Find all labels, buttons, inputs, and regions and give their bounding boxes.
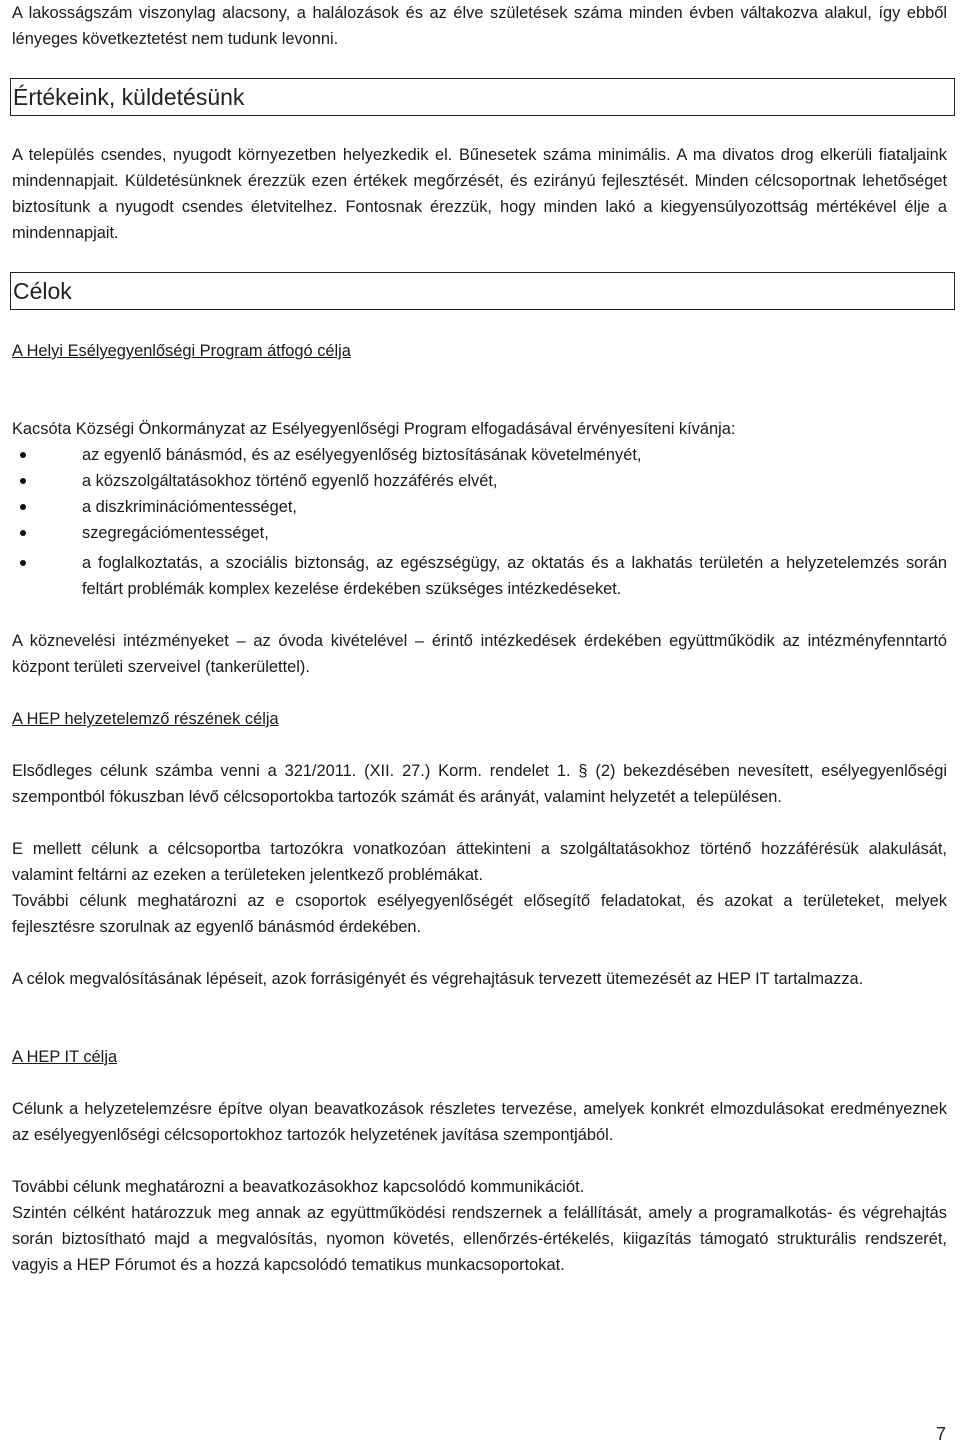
hep-it-paragraph-1: Célunk a helyzetelemzésre építve olyan beavatkozások részletes tervezése, amelyek konkrét elmozdulásokat eredményeznek az esélyegyenlőségi célcsoportokhoz tartozók helyzetének javítása szempontjából.	[12, 1100, 947, 1144]
hep-it-subheading: A HEP IT célja	[12, 1048, 118, 1066]
goals-heading-box	[10, 272, 955, 310]
bullet-icon	[20, 560, 26, 566]
hep-it-paragraph-2: További célunk meghatározni a beavatkozásokhoz kapcsolódó kommunikációt.	[12, 1178, 585, 1196]
values-paragraph: A település csendes, nyugodt környezetben helyezkedik el. Bűnesetek száma minimális. A ma divatos drog elkerüli fiataljaink mindennapjait. Küldetésünknek érezzük ezen értékek megőrzését, és ezirányú fejlesztését. Minden célcsoportnak lehetőséget biztosítunk a nyugodt csendes életvitelhez. Fontosnak érezzük, hogy minden lakó a kiegyensúlyozottság mértékével élje a mindennapjait.	[12, 146, 947, 242]
list-item: az egyenlő bánásmód, és az esélyegyenlőség biztosításának követelményét,	[12, 442, 947, 468]
bullet-icon	[20, 478, 26, 484]
overall-goal-intro: Kacsóta Községi Önkormányzat az Esélyegyenlőségi Program elfogadásával érvényesíteni kívánja:	[12, 420, 736, 438]
bullet-icon	[20, 452, 26, 458]
list-item: a közszolgáltatásokhoz történő egyenlő hozzáférés elvét,	[12, 468, 947, 494]
list-item: a foglalkoztatás, a szociális biztonság, az egészségügy, az oktatás és a lakhatás területén a helyzetelemzés során feltárt problémák komplex kezelése érdekében szükséges intézkedéseket.	[12, 550, 947, 602]
hep-analysis-closing: A célok megvalósításának lépéseit, azok forrásigényét és végrehajtásuk tervezett ütemezését az HEP IT tartalmazza.	[12, 970, 864, 988]
list-item: a diszkriminációmentességet,	[12, 494, 947, 520]
list-item: szegregációmentességet,	[12, 520, 947, 546]
hep-analysis-paragraph-1: Elsődleges célunk számba venni a 321/2011. (XII. 27.) Korm. rendelet 1. § (2) bekezdésében nevesített, esélyegyenlőségi szempontból fókuszban lévő célcsoportokba tartozók számát és arányát, valamint helyzetét a településen.	[12, 762, 947, 806]
overall-goal-list	[12, 442, 947, 602]
hep-it-paragraph-3: Szintén célként határozzuk meg annak az együttműködési rendszernek a felállítását, amely a programalkotás- és végrehajtás során biztosítható majd a megvalósítás, nyomon követés, ellenőrzés-értékelés, kiigazítás támogató strukturális rendszerét, vagyis a HEP Fórumot és a hozzá kapcsolódó tematikus munkacsoportokat.	[12, 1204, 947, 1274]
hep-analysis-subheading: A HEP helyzetelemző részének célja	[12, 710, 279, 728]
bullet-icon	[20, 504, 26, 510]
cooperation-paragraph: A köznevelési intézményeket – az óvoda kivételével – érintő intézkedések érdekében együttműködik az intézményfenntartó központ területi szerveivel (tankerülettel).	[12, 632, 947, 676]
goals-heading: Célok	[13, 277, 72, 304]
bullet-icon	[20, 530, 26, 536]
values-heading: Értékeink, küldetésünk	[13, 83, 245, 110]
page-number: 7	[935, 1424, 946, 1444]
hep-analysis-paragraph-2: E mellett célunk a célcsoportba tartozókra vonatkozóan áttekinteni a szolgáltatásokhoz történő hozzáférésük alakulását, valamint feltárni az ezeken a területeken jelentkező problémákat.	[12, 840, 947, 884]
values-heading-box	[10, 78, 955, 116]
overall-goal-subheading: A Helyi Esélyegyenlőségi Program átfogó célja	[12, 342, 351, 360]
hep-analysis-paragraph-3: További célunk meghatározni az e csoportok esélyegyenlőségét elősegítő feladatokat, és azokat a területeket, melyek fejlesztésre szorulnak az egyenlő bánásmód érdekében.	[12, 892, 947, 936]
intro-paragraph: A lakosságszám viszonylag alacsony, a halálozások és az élve születések száma minden évben váltakozva alakul, így ebből lényeges következtetést nem tudunk levonni.	[12, 4, 947, 48]
